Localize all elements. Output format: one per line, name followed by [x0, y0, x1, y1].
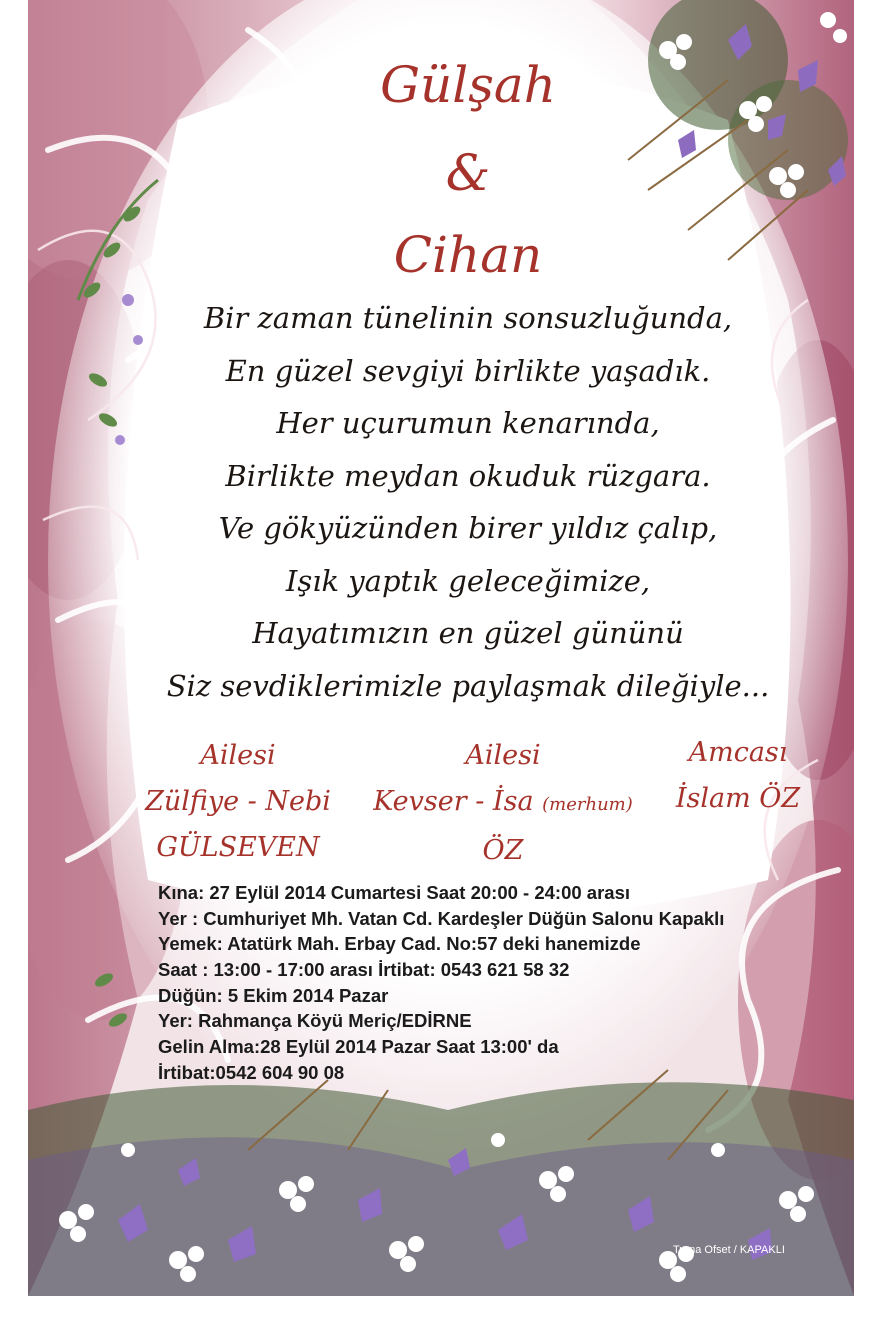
family-names: Kevser - İsa	[373, 786, 534, 817]
poem-line: Siz sevdiklerimizle paylaşmak dileğiyle...	[166, 668, 770, 703]
family-names: Zülfiye - Nebi	[145, 786, 331, 817]
ampersand: &	[445, 144, 491, 202]
detail-line: Kına: 27 Eylül 2014 Cumartesi Saat 20:00 - 24:00 arası	[158, 882, 631, 903]
poem-line: Hayatımızın en güzel gününü	[252, 616, 684, 650]
family-label: Amcası	[688, 737, 788, 768]
bride-name: Gülşah	[380, 56, 556, 114]
groom-name: Cihan	[393, 226, 543, 284]
invitation-poem	[118, 292, 818, 712]
detail-line: Yer: Rahmança Köyü Meriç/EDİRNE	[158, 1010, 472, 1032]
poem-line: Bir zaman tünelinin sonsuzluğunda,	[203, 301, 733, 335]
family-surname: GÜLSEVEN	[156, 832, 320, 863]
detail-line: Saat : 13:00 - 17:00 arası İrtibat: 0543 621 58 32	[158, 959, 570, 981]
bride-family	[113, 733, 363, 871]
poem-line: Işık yaptık geleceğimize,	[285, 563, 651, 598]
invitation-card	[28, 0, 854, 1296]
family-label: Ailesi	[200, 740, 276, 771]
poem-line: Ve gökyüzünden birer yıldız çalıp,	[218, 511, 718, 545]
family-label: Ailesi	[465, 740, 541, 771]
family-names: İslam ÖZ	[675, 783, 801, 814]
detail-line: Düğün: 5 Ekim 2014 Pazar	[158, 984, 389, 1006]
uncle-family	[643, 730, 833, 822]
detail-line: Yemek: Atatürk Mah. Erbay Cad. No:57 deki hanemizde	[158, 933, 641, 955]
printer-credit: Turna Ofset / KAPAKLI	[673, 1244, 785, 1256]
poem-line: Birlikte meydan okuduk rüzgara.	[225, 458, 711, 493]
detail-line: Gelin Alma:28 Eylül 2014 Pazar Saat 13:00' da	[158, 1036, 559, 1058]
detail-line: Yer : Cumhuriyet Mh. Vatan Cd. Kardeşler Düğün Salonu Kapaklı	[158, 907, 725, 929]
event-details	[158, 880, 848, 1086]
family-note: (merhum)	[542, 794, 633, 815]
poem-line: En güzel sevgiyi birlikte yaşadık.	[225, 353, 711, 388]
groom-family	[353, 733, 653, 874]
detail-line: İrtibat:0542 604 90 08	[158, 1061, 345, 1083]
poem-line: Her uçurumun kenarında,	[276, 406, 660, 440]
family-surname: ÖZ	[482, 835, 524, 866]
